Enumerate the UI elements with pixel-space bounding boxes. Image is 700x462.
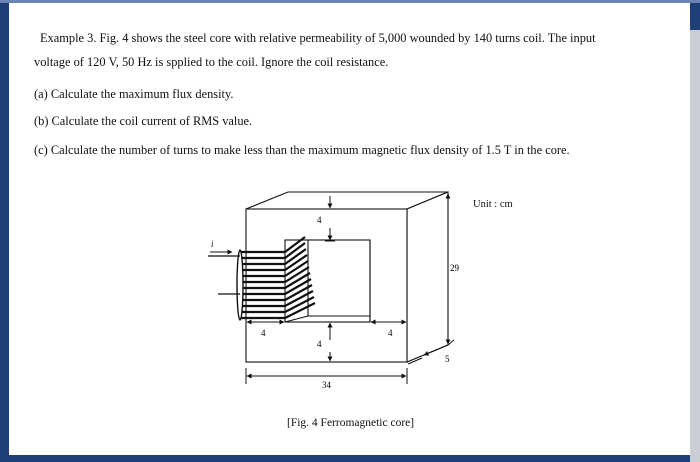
dim-top-leg-label: 4: [317, 215, 322, 225]
question-a: (a) Calculate the maximum flux density.: [34, 87, 234, 101]
core-right-face: [407, 192, 448, 362]
dim-left-leg-label: 4: [261, 328, 266, 338]
coil-leads: [208, 256, 240, 294]
question-b: (b) Calculate the coil current of RMS value.: [34, 114, 253, 128]
dim-height-label: 29: [450, 263, 459, 273]
question-c: (c) Calculate the number of turns to make less than the maximum magnetic flux density of 1.5 T in the core.: [34, 143, 570, 157]
dim-bottom-leg-label: 4: [317, 339, 322, 349]
problem-line-1: Example 3. Fig. 4 shows the steel core with relative permeability of 5,000 wounded by 140 turns coil. The input: [40, 31, 596, 45]
current-label: i: [211, 239, 214, 249]
unit-label: Unit : cm: [473, 199, 513, 210]
dim-width-label: 34: [322, 380, 331, 390]
figure-caption: [Fig. 4 Ferromagnetic core]: [287, 417, 415, 429]
dim-depth-label: 5: [445, 354, 450, 364]
problem-line-2: voltage of 120 V, 50 Hz is spplied to the coil. Ignore the coil resistance.: [34, 55, 389, 69]
dim-right-leg-label: 4: [388, 328, 393, 338]
